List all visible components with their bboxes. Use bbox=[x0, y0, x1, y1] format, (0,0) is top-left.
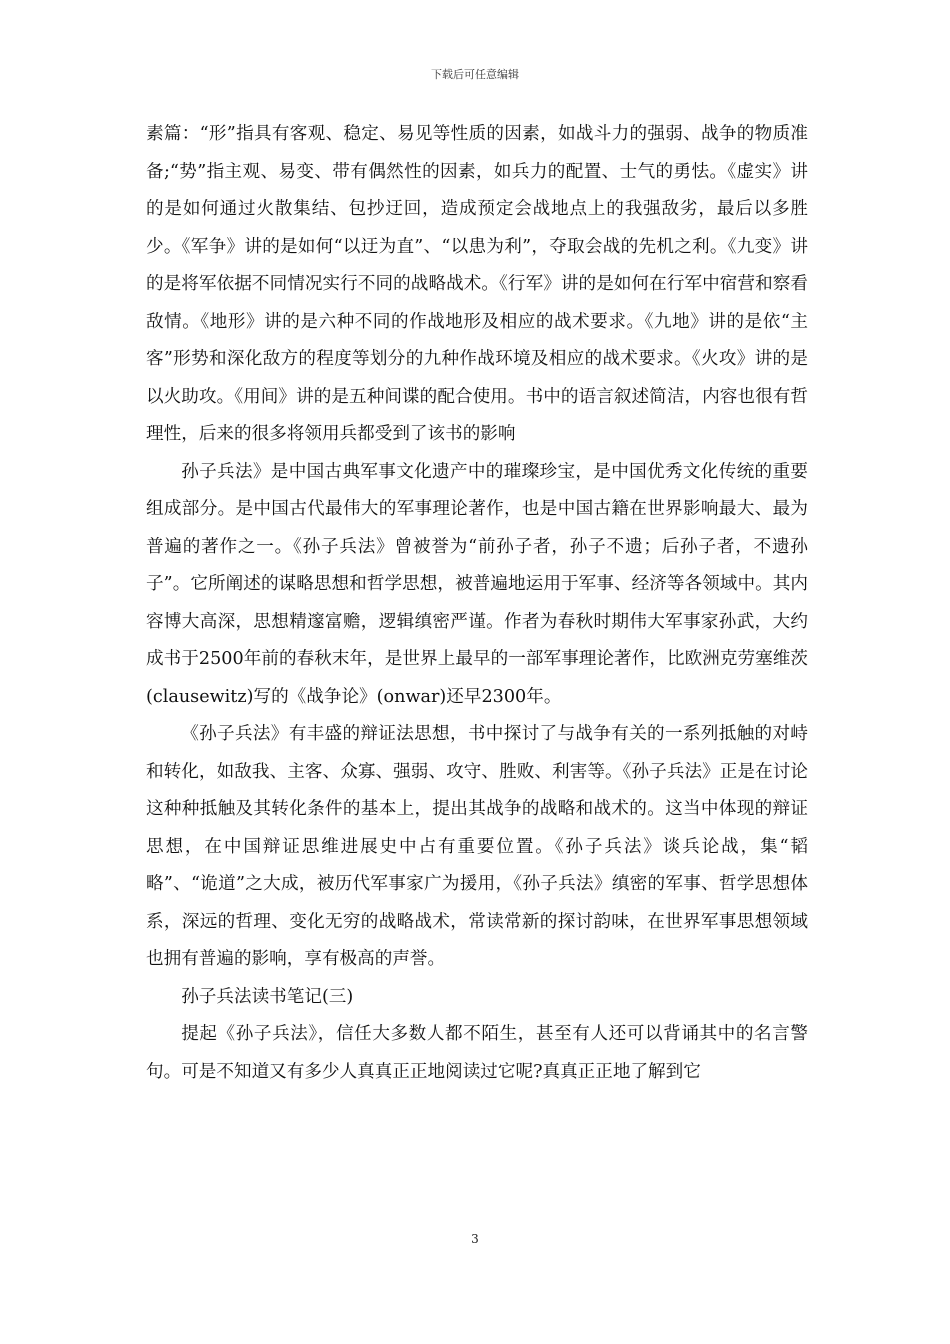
document-body bbox=[146, 116, 808, 1091]
paragraph-continuation: 素篇：“形”指具有客观、稳定、易见等性质的因素，如战斗力的强弱、战争的物质准备;“势”指主观、易变、带有偶然性的因素，如兵力的配置、士气的勇怯。《虚实》讲的是如何通过火散集结、包抄迂回，造成预定会战地点上的我强敌劣，最后以多胜少。《军争》讲的是如何“以迂为直”、“以患为利”，夺取会战的先机之利。《九变》讲的是将军依据不同情况实行不同的战略战术。《行军》讲的是如何在行军中宿营和察看敌情。《地形》讲的是六种不同的作战地形及相应的战术要求。《九地》讲的是依“主客”形势和深化敌方的程度等划分的九种作战环境及相应的战术要求。《火攻》讲的是以火助攻。《用间》讲的是五种间谍的配合使用。书中的语言叙述简洁，内容也很有哲理性，后来的很多将领用兵都受到了该书的影响 bbox=[146, 124, 808, 444]
page-header: 下载后可任意编辑 bbox=[431, 68, 519, 81]
paragraph-significance: 孙子兵法》是中国古典军事文化遗产中的璀璨珍宝，是中国优秀文化传统的重要组成部分。是中国古代最伟大的军事理论著作，也是中国古籍在世界影响最大、最为普遍的著作之一。《孙子兵法》曾被誉为“前孙子者，孙子不遗；后孙子者，不遗孙子”。它所阐述的谋略思想和哲学思想，被普遍地运用于军事、经济等各领域中。其内容博大高深，思想精邃富赡，逻辑缜密严谨。作者为春秋时期伟大军事家孙武，大约成书于2500年前的春秋末年，是世界上最早的一部军事理论著作，比欧洲克劳塞维茨(clausewitz)写的《战争论》(onwar)还早2300年。 bbox=[146, 461, 808, 707]
section-heading: 孙子兵法读书笔记(三) bbox=[181, 986, 354, 1007]
paragraph-intro: 提起《孙子兵法》，信任大多数人都不陌生，甚至有人还可以背诵其中的名言警句。可是不知道又有多少人真真正正地阅读过它呢?真真正正地了解到它 bbox=[146, 1024, 808, 1082]
page-number: 3 bbox=[471, 1232, 479, 1246]
paragraph-dialectics: 《孙子兵法》有丰盛的辩证法思想，书中探讨了与战争有关的一系列抵触的对峙和转化，如敌我、主客、众寡、强弱、攻守、胜败、利害等。《孙子兵法》正是在讨论这种种抵触及其转化条件的基本上，提出其战争的战略和战术的。这当中体现的辩证思想，在中国辩证思维进展史中占有重要位置。《孙子兵法》谈兵论战，集“韬略”、“诡道”之大成，被历代军事家广为援用，《孙子兵法》缜密的军事、哲学思想体系，深远的哲理、变化无穷的战略战术，常读常新的探讨韵味，在世界军事思想领域也拥有普遍的影响，享有极高的声誉。 bbox=[146, 724, 808, 969]
